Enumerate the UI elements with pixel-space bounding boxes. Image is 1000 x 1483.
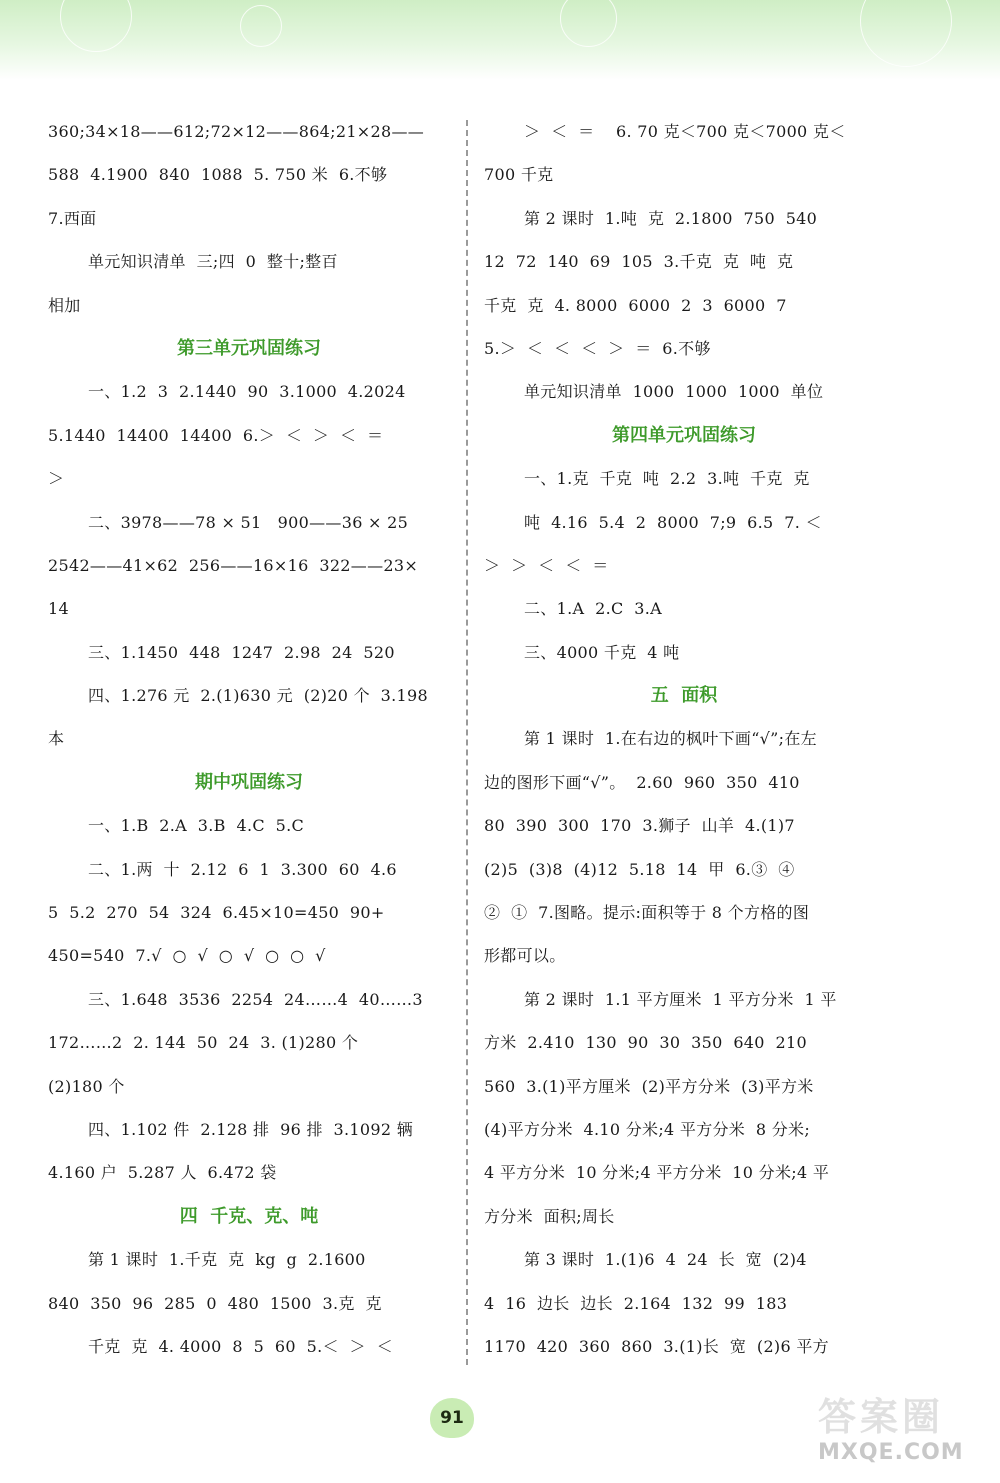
answer-line: 第 2 课时 1.吨 克 2.1800 750 540 (524, 208, 818, 228)
section-heading: 四 千克、克、吨 (179, 1205, 319, 1227)
section-heading: 第三单元巩固练习 (177, 337, 321, 359)
answer-line: 第 2 课时 1.1 平方厘米 1 平方分米 1 平 (524, 989, 837, 1009)
answer-line: 本 (48, 729, 65, 749)
answer-line: 方米 2.410 130 90 30 350 640 210 (484, 1033, 807, 1053)
answer-line: 4.160 户 5.287 人 6.472 袋 (48, 1163, 277, 1183)
answer-line: 5.1440 14400 14400 6.＞ ＜ ＞ ＜ ＝ (48, 425, 384, 445)
decor-bubble (860, 0, 952, 67)
watermark-text-top: 答案圈 (818, 1395, 945, 1439)
answer-line: 4 平方分米 10 分米;4 平方分米 10 分米;4 平 (484, 1163, 830, 1183)
header-banner (0, 0, 1000, 80)
right-answer-column (484, 110, 884, 1368)
answer-line: 二、1.两 十 2.12 6 1 3.300 60 4.6 (88, 859, 397, 879)
answer-line: 千克 克 4. 4000 8 5 60 5.＜ ＞ ＜ (88, 1336, 393, 1356)
answer-line: 560 3.(1)平方厘米 (2)平方分米 (3)平方米 (484, 1076, 814, 1096)
answer-line: 四、1.276 元 2.(1)630 元 (2)20 个 3.198 (88, 686, 428, 706)
watermark-logo (818, 1395, 993, 1477)
answer-line: (2)5 (3)8 (4)12 5.18 14 甲 6.③ ④ (484, 859, 795, 879)
answer-line: 12 72 140 69 105 3.千克 克 吨 克 (484, 252, 794, 272)
answer-line: (2)180 个 (48, 1076, 125, 1096)
answer-line: 四、1.102 件 2.128 排 96 排 3.1092 辆 (88, 1119, 414, 1139)
answer-line: ＞ ＜ ＝ 6. 70 克＜700 克＜7000 克＜ (524, 122, 846, 141)
answer-line: (4)平方分米 4.10 分米;4 平方分米 8 分米; (484, 1119, 811, 1139)
answer-line: 相加 (48, 295, 81, 315)
decor-bubble (240, 5, 282, 47)
answer-line: 第 3 课时 1.(1)6 4 24 长 宽 (2)4 (524, 1250, 807, 1270)
answer-line: 边的图形下画“√”。 2.60 960 350 410 (484, 772, 800, 792)
answer-line: ＞ ＞ ＜ ＜ ＝ (484, 555, 609, 575)
answer-line: 单元知识清单 三;四 0 整十;整百 (88, 252, 338, 272)
section-heading: 第四单元巩固练习 (612, 424, 756, 446)
answer-line: 450=540 7.√ ○ √ ○ √ ○ ○ √ (48, 946, 326, 966)
answer-line: 840 350 96 285 0 480 1500 3.克 克 (48, 1293, 382, 1313)
left-answer-column (48, 110, 450, 1368)
answer-line: 7.西面 (48, 208, 97, 228)
decor-bubble (560, 0, 617, 47)
answer-line: 360;34×18——612;72×12——864;21×28—— (48, 122, 425, 141)
answer-line: 第 1 课时 1.在右边的枫叶下画“√”;在左 (524, 729, 817, 749)
answer-line: 二、1.A 2.C 3.A (524, 599, 662, 619)
answer-line: 一、1.克 千克 吨 2.2 3.吨 千克 克 (524, 469, 810, 489)
answer-line: 三、1.1450 448 1247 2.98 24 520 (88, 642, 395, 662)
answer-line: 吨 4.16 5.4 2 8000 7;9 6.5 7. ＜ (524, 512, 822, 532)
answer-line: 三、4000 千克 4 吨 (524, 642, 680, 662)
answer-line: 1170 420 360 860 3.(1)长 宽 (2)6 平方 (484, 1336, 829, 1356)
answer-line: 千克 克 4. 8000 6000 2 3 6000 7 (484, 295, 787, 315)
answer-line: ＞ (48, 469, 65, 489)
answer-line: 一、1.B 2.A 3.B 4.C 5.C (88, 816, 305, 836)
answer-line: 588 4.1900 840 1088 5. 750 米 6.不够 (48, 165, 388, 185)
answer-line: 一、1.2 3 2.1440 90 3.1000 4.2024 (88, 382, 406, 402)
answer-line: ② ① 7.图略。提示:面积等于 8 个方格的图 (484, 903, 810, 923)
answer-line: 形都可以。 (484, 946, 566, 966)
answer-line: 单元知识清单 1000 1000 1000 单位 (524, 382, 824, 402)
answer-line: 4 16 边长 边长 2.164 132 99 183 (484, 1293, 788, 1313)
section-heading: 五 面积 (650, 685, 718, 707)
column-divider (466, 120, 468, 1365)
answer-line: 方分米 面积;周长 (484, 1206, 615, 1226)
decor-bubble (60, 0, 132, 52)
answer-line: 5.＞ ＜ ＜ ＜ ＞ ＝ 6.不够 (484, 338, 711, 358)
page-number: 91 (430, 1398, 474, 1438)
answer-line: 172……2 2. 144 50 24 3. (1)280 个 (48, 1033, 359, 1053)
answer-line: 80 390 300 170 3.狮子 山羊 4.(1)7 (484, 816, 795, 836)
section-heading: 期中巩固练习 (195, 771, 303, 793)
watermark-text-bottom: MXQE.COM (818, 1440, 964, 1465)
answer-line: 5 5.2 270 54 324 6.45×10=450 90+ (48, 903, 385, 923)
answer-line: 700 千克 (484, 165, 554, 185)
answer-line: 二、3978——78 × 51 900——36 × 25 (88, 512, 409, 532)
answer-line: 第 1 课时 1.千克 克 kg g 2.1600 (88, 1250, 366, 1270)
answer-line: 2542——41×62 256——16×16 322——23× (48, 555, 419, 575)
answer-line: 三、1.648 3536 2254 24……4 40……3 (88, 989, 423, 1009)
answer-line: 14 (48, 599, 69, 619)
